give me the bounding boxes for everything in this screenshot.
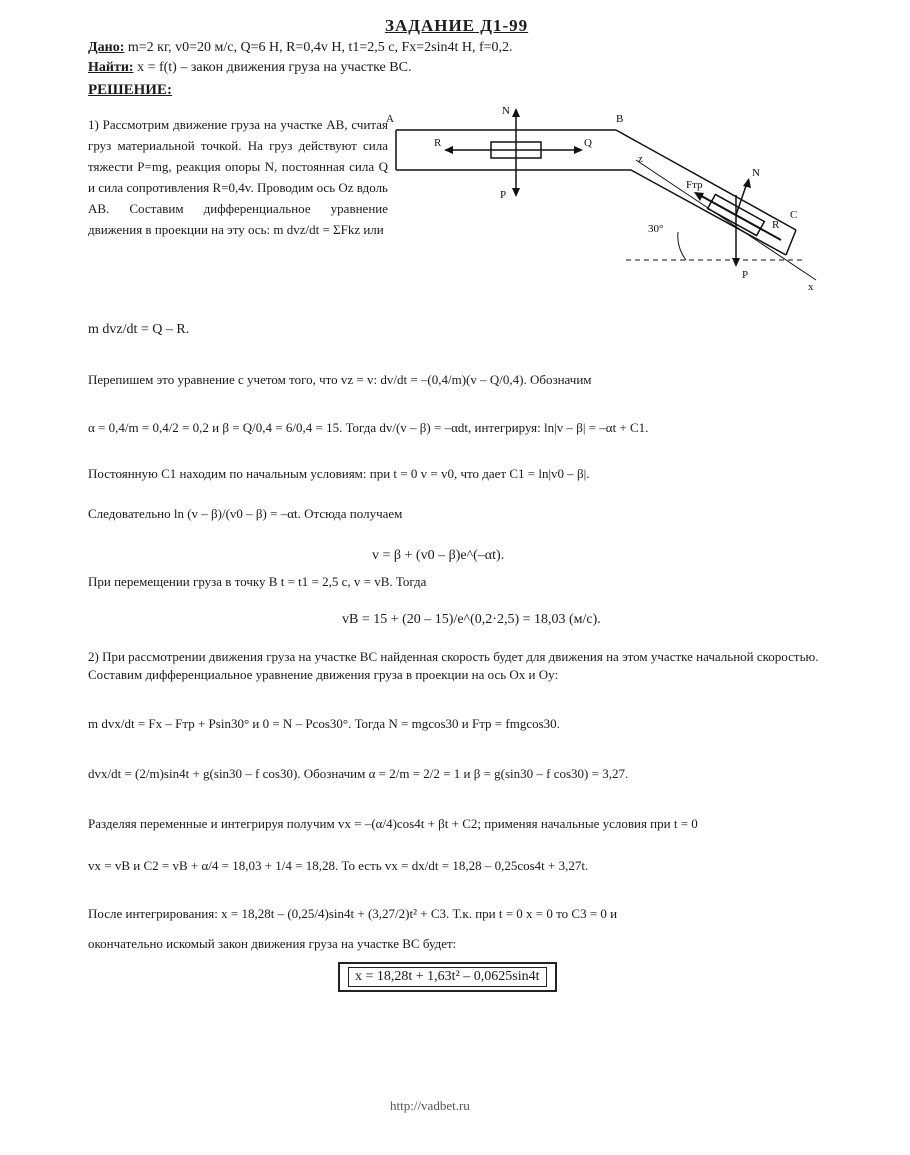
text-line-11: Разделяя переменные и интегрируя получим vx = –(α/4)cos4t + βt + C2; применяя начальные условия при t = 0 — [88, 816, 698, 831]
text-part2-intro: 2) При рассмотрении движения груза на участке ВС найденная скорость будет для движения на этом участке начальной скоростью. Составим дифференциальное уравнение движения груза в проекции на ось Ox и Oy: — [88, 649, 819, 682]
p-arrow-ab — [512, 188, 520, 197]
text-line-4: Следовательно ln (v – β)/(v0 – β) = –αt. Отсюда получаем — [88, 506, 403, 521]
label-p-bc: P — [742, 269, 749, 281]
label-n-bc: N — [752, 167, 760, 179]
label-c: C — [790, 209, 798, 221]
label-a: A — [386, 113, 394, 125]
text-line-13: После интегрирования: x = 18,28t – (0,25/4)sin4t + (3,27/2)t² + C3. Т.к. при t = 0 x = 0 то C3 = 0 и — [88, 906, 618, 921]
label-p-ab: P — [500, 189, 507, 201]
q-arrow-ab — [574, 146, 583, 154]
p-arrow-bc — [732, 258, 740, 267]
given-text: m=2 кг, v0=20 м/с, Q=6 Н, R=0,4v Н, t1=2,5 с, Fx=2sin4t Н, f=0,2. — [127, 40, 513, 55]
angle-arc — [678, 232, 686, 260]
channel-c-end — [786, 230, 796, 255]
answer-box — [338, 962, 557, 992]
text-line-1: Перепишем это уравнение с учетом того, что vz = v: dv/dt = –(0,4/m)(v – Q/0,4). Обозначим — [88, 372, 592, 387]
text-line-10: dvx/dt = (2/m)sin4t + g(sin30 – f cos30). Обозначим α = 2/m = 2/2 = 1 и β = g(sin30 – f cos30) = 3,27. — [88, 766, 629, 781]
given-line — [88, 40, 513, 56]
n-arrow-bc — [743, 178, 751, 188]
label-x-axis: x — [808, 281, 814, 293]
text-line-6: При перемещении груза в точку В t = t1 = 2,5 с, v = vB. Тогда — [88, 574, 427, 589]
solution-label: РЕШЕНИЕ: — [88, 82, 172, 98]
footer-url[interactable]: http://vadbet.ru — [390, 1098, 470, 1113]
find-label: Найти: — [88, 60, 134, 75]
label-r-ab: R — [434, 137, 442, 149]
vb-result: vB = 15 + (20 – 15)/e^(0,2·2,5) = 18,03 (м/с). — [342, 612, 601, 627]
velocity-formula: v = β + (v0 – β)e^(–αt). — [372, 548, 505, 563]
text-line-12: vx = vB и C2 = vB + α/4 = 18,03 + 1/4 = 18,28. То есть vx = dx/dt = 18,28 – 0,25cos4t + 3,27t. — [88, 858, 589, 873]
label-n-ab: N — [502, 105, 510, 117]
find-text: x = f(t) – закон движения груза на участке ВС. — [137, 60, 412, 75]
mechanics-diagram — [386, 100, 826, 300]
equation-1: m dvz/dt = Q – R. — [88, 322, 190, 337]
label-r-bc: R — [772, 219, 780, 231]
label-z-axis: z — [638, 153, 643, 165]
text-line-2: α = 0,4/m = 0,4/2 = 0,2 и β = Q/0,4 = 6/0,4 = 15. Тогда dv/(v – β) = –αdt, интегрируя: ln|v – β| = –αt + C1. — [88, 420, 649, 435]
n-arrow-ab — [512, 108, 520, 117]
friction-and-r-bc — [696, 193, 781, 240]
label-b: B — [616, 113, 624, 125]
label-angle: 30° — [648, 223, 664, 235]
text-line-9: m dvx/dt = Fx – Fтр + Psin30° и 0 = N – Pcos30°. Тогда N = mgcos30 и Fтр = fmgcos30. — [88, 716, 560, 731]
channel-bc-bottom — [631, 170, 786, 255]
answer-formula: x = 18,28t + 1,63t² – 0,0625sin4t — [348, 967, 547, 987]
paragraph-part1-intro: 1) Рассмотрим движение груза на участке АВ, считая груз материальной точкой. На груз действуют сила тяжести P=mg, реакция опоры N, постоянная сила Q и сила сопротивления R=0,4v. Проводим ось Oz вдоль AB. Составим дифференциальное уравнение движения в проекции на эту ось: m dvz/dt = ΣFkz или — [88, 117, 388, 237]
x-axis — [636, 160, 816, 280]
channel-bc-top — [616, 130, 796, 230]
find-line — [88, 60, 411, 76]
r-arrow-ab — [444, 146, 453, 154]
label-q-ab: Q — [584, 137, 592, 149]
label-ftr-bc: Fтр — [686, 179, 703, 191]
text-line-3: Постоянную C1 находим по начальным условиям: при t = 0 v = v0, что дает C1 = ln|v0 – β|. — [88, 466, 590, 481]
given-label: Дано: — [88, 40, 125, 55]
task-title: ЗАДАНИЕ Д1-99 — [385, 16, 529, 35]
text-line-14: окончательно искомый закон движения груза на участке ВС будет: — [88, 936, 457, 951]
